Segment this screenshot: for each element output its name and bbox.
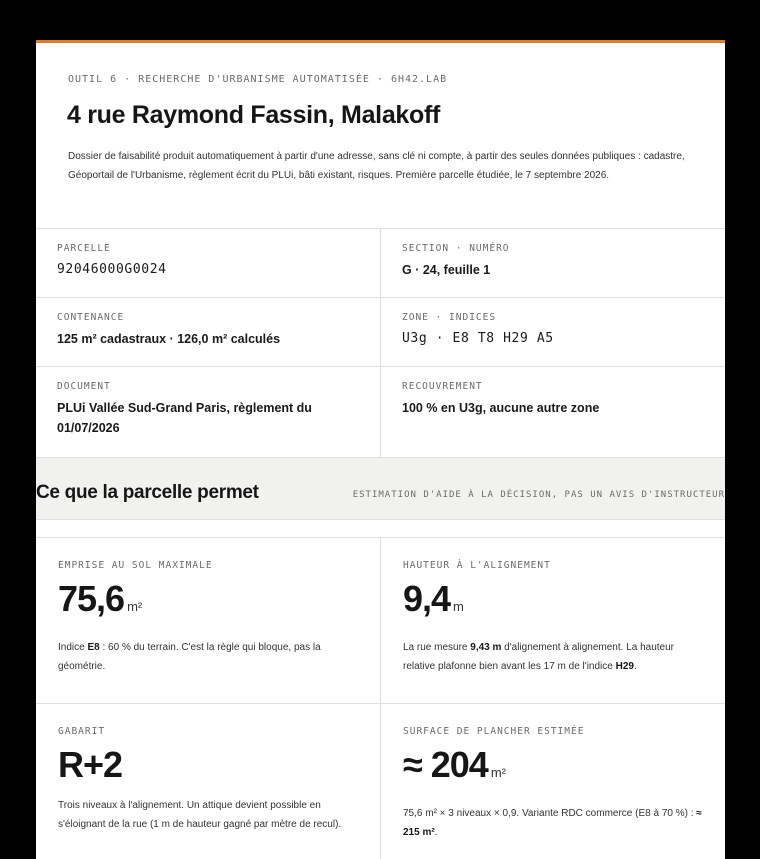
metric-unit: m² [127, 599, 143, 614]
metric-value: 9,4 m [403, 578, 464, 619]
metric-emprise [36, 538, 380, 703]
metric-description: La rue mesure 9,43 m d'alignement à alignement. La hauteur relative plafonne bien avant les 17 m de l'indice H29. [403, 642, 674, 672]
fact-value: 92046000G0024 [57, 262, 167, 277]
metrics-grid [36, 537, 725, 859]
metric-value: R+2 [58, 744, 123, 785]
metric-value: ≈ 204 m² [403, 744, 506, 785]
metric-hauteur [380, 538, 725, 703]
intro-paragraph: Dossier de faisabilité produit automatiquement à partir d'une adresse, sans clé ni compte, à partir des seules données publiques : cadastre, Géoportail de l'Urbanisme, règlement écrit du PLUi, bâti existant, risques. Première parcelle étudiée, le 7 septembre 2026. [68, 151, 685, 181]
metric-label: SURFACE DE PLANCHER ESTIMÉE [403, 726, 585, 737]
fact-label: DOCUMENT [57, 381, 111, 392]
fact-value: 125 m² cadastraux · 126,0 m² calculés [57, 332, 281, 346]
disclaimer-note: ESTIMATION D'AIDE À LA DÉCISION, PAS UN AVIS D'INSTRUCTEUR [352, 490, 725, 500]
fact-parcelle [36, 229, 380, 297]
metric-label: EMPRISE AU SOL MAXIMALE [58, 560, 213, 571]
parcel-facts-grid [36, 228, 725, 458]
fact-value: 100 % en U3g, aucune autre zone [402, 401, 600, 415]
section-title: Ce que la parcelle permet [36, 482, 259, 503]
fact-label: ZONE · INDICES [402, 312, 497, 323]
fact-contenance [36, 298, 380, 366]
metric-unit: m [453, 599, 464, 614]
metric-surface [380, 704, 725, 859]
fact-document [36, 367, 380, 458]
metric-description: 75,6 m² × 3 niveaux × 0,9. Variante RDC commerce (E8 à 70 %) : ≈ 215 m². [403, 808, 702, 838]
metric-unit: m² [490, 765, 506, 780]
fact-label: RECOUVREMENT [402, 381, 483, 392]
fact-value: G · 24, feuille 1 [402, 263, 491, 277]
tool-kicker: OUTIL 6 · RECHERCHE D'URBANISME AUTOMATISÉE · 6H42.LAB [68, 74, 448, 85]
fact-recouvrement [380, 367, 725, 458]
fact-value: PLUi Vallée Sud-Grand Paris, règlement du 01/07/2026 [57, 401, 312, 435]
metric-description: Trois niveaux à l'alignement. Un attique devient possible en s'éloignant de la rue (1 m de hauteur gagné par mètre de recul). [58, 800, 342, 830]
fact-section [380, 229, 725, 297]
metric-label: GABARIT [58, 726, 106, 737]
metric-label: HAUTEUR À L'ALIGNEMENT [403, 560, 551, 571]
fact-value: U3g · E8 T8 H29 A5 [402, 331, 554, 346]
report-sheet [36, 40, 725, 859]
metric-value: 75,6 m² [58, 578, 143, 619]
page-title: 4 rue Raymond Fassin, Malakoff [67, 101, 441, 129]
fact-label: PARCELLE [57, 243, 111, 254]
metric-description: Indice E8 : 60 % du terrain. C'est la règle qui bloque, pas la géométrie. [58, 642, 321, 672]
fact-label: SECTION · NUMÉRO [402, 243, 510, 254]
section-band [36, 457, 725, 520]
fact-label: CONTENANCE [57, 312, 125, 323]
metric-gabarit [36, 704, 380, 859]
fact-zone [380, 298, 725, 366]
